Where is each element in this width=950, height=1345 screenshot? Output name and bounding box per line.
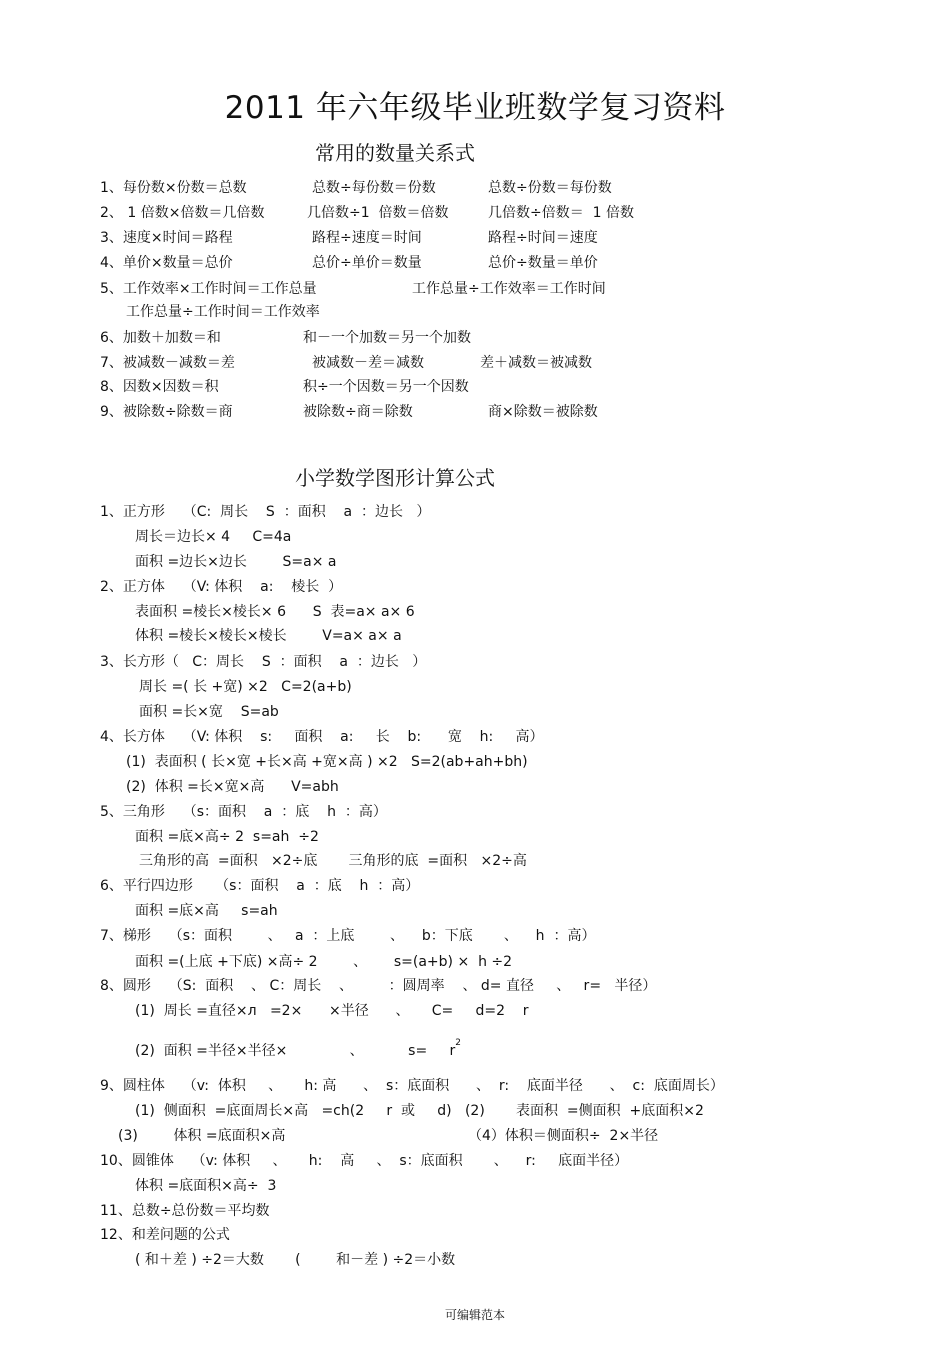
formula-line (135, 899, 278, 923)
relation-row (0, 176, 900, 200)
formula-line (126, 775, 339, 799)
relation-cell: 3、速度×时间＝路程 (100, 230, 233, 246)
formula-text: (3) 体积 =底面积×高 (118, 1128, 286, 1144)
relation-cell: 6、加数＋加数＝和 (100, 330, 221, 346)
formula-text: 5、三角形 （s：面积 a ：底 h ：高） (100, 804, 387, 820)
formula-text: (1) 侧面积 =底面周长×高 =ch(2 r 或 d) (2) 表面积 =侧面积 +底面积×2 (135, 1103, 704, 1119)
relation-cell: 总数÷份数＝每份数 (488, 180, 612, 196)
formula-text: 面积 =底×高 s=ah (135, 903, 278, 919)
formula-line (135, 1099, 704, 1123)
formula-line (100, 650, 426, 674)
relation-cell: 工作总量÷工作时间＝工作效率 (126, 304, 320, 320)
relation-cell: 总价÷数量＝单价 (488, 255, 598, 271)
relation-row (0, 201, 900, 225)
formula-line (100, 725, 543, 749)
formula-text: 面积 =长×宽 S=ab (139, 704, 279, 720)
formula-line (139, 675, 352, 699)
section-heading-formulas: 小学数学图形计算公式 (295, 466, 495, 490)
formula-text: (1) 周长 =直径×л =2× ×半径 、 C= d=2 r (135, 1003, 529, 1019)
formula-text: 3、长方形（ C：周长 S ：面积 a ：边长 ） (100, 654, 427, 670)
formula-line (135, 525, 291, 549)
formula-text: 面积 =边长×边长 S=a× a (135, 554, 337, 570)
formula-text: (2) 面积 =半径×半径× 、 s= r (135, 1043, 456, 1059)
formula-text: 6、平行四边形 （s：面积 a ：底 h ：高） (100, 878, 420, 894)
formula-line (100, 974, 656, 998)
formula-line (100, 575, 342, 599)
formula-line (135, 1038, 461, 1063)
formula-text: (1) 表面积 ( 长×宽 +长×高 +宽×高 ) ×2 S=2(ab+ah+bh) (126, 754, 528, 770)
formula-line (135, 950, 512, 974)
formula-text: （4）体积＝侧面积÷ 2×半径 (468, 1128, 659, 1144)
relation-cell: 总数÷每份数＝份数 (312, 180, 436, 196)
formula-text: ( 和＋差 ) ÷2＝大数 ( 和－差 ) ÷2＝小数 (135, 1252, 456, 1268)
formula-line (135, 1174, 276, 1198)
section-heading-relations: 常用的数量关系式 (315, 141, 475, 165)
formula-line (139, 849, 527, 873)
relation-cell: 5、工作效率×工作时间＝工作总量 (100, 281, 317, 297)
formula-line (135, 550, 336, 574)
relation-row (0, 300, 900, 324)
relation-cell: 路程÷时间＝速度 (488, 230, 598, 246)
relation-cell: 9、被除数÷除数＝商 (100, 404, 233, 420)
formula-line (100, 1223, 230, 1247)
formula-text: 7、梯形 （s：面积 、 a ：上底 、 b：下底 、 h ：高） (100, 928, 596, 944)
formula-text: 11、总数÷总份数＝平均数 (100, 1203, 270, 1219)
formula-text: 9、圆柱体 （v: 体积 、 h: 高 、 s：底面积 、 r: 底面半径 、 c: 底面周长） (100, 1078, 724, 1094)
formula-line (139, 700, 279, 724)
relation-cell: 积÷一个因数＝另一个因数 (303, 379, 469, 395)
relation-row (0, 226, 900, 250)
formula-line (100, 1149, 628, 1173)
relation-cell: 差＋减数＝被减数 (480, 355, 592, 371)
exponent: 2 (455, 1038, 461, 1048)
relation-row (0, 251, 900, 275)
formula-line (135, 624, 402, 648)
relation-cell: 7、被减数－减数＝差 (100, 355, 235, 371)
relation-row (0, 351, 900, 375)
formula-text: 1、正方形 （C: 周长 S ：面积 a ：边长 ） (100, 504, 431, 520)
formula-line (100, 1074, 724, 1098)
relation-row (0, 277, 900, 301)
formula-text: 2、正方体 （V: 体积 a: 棱长 ） (100, 579, 343, 595)
formula-text: 体积 =底面积×高÷ 3 (135, 1178, 277, 1194)
formula-line (135, 825, 319, 849)
formula-text: (2) 体积 =长×宽×高 V=abh (126, 779, 339, 795)
page-title: 2011 年六年级毕业班数学复习资料 (224, 90, 726, 126)
relation-cell: 和－一个加数＝另一个加数 (303, 330, 471, 346)
relation-cell: 1、每份数×份数＝总数 (100, 180, 247, 196)
formula-text: 12、和差问题的公式 (100, 1227, 230, 1243)
relation-cell: 被除数÷商＝除数 (303, 404, 413, 420)
relation-cell: 几倍数÷1 倍数＝倍数 (307, 205, 449, 221)
formula-text: 面积 =底×高÷ 2 s=ah ÷2 (135, 829, 319, 845)
relation-cell: 路程÷速度＝时间 (312, 230, 422, 246)
formula-line (468, 1124, 658, 1148)
footer-note: 可编辑范本 (444, 1308, 505, 1322)
relation-cell: 8、因数×因数＝积 (100, 379, 219, 395)
relation-cell: 工作总量÷工作效率＝工作时间 (412, 281, 606, 297)
relation-cell: 总价÷单价＝数量 (312, 255, 422, 271)
relation-cell: 商×除数＝被除数 (488, 404, 598, 420)
formula-text: 周长 =( 长 +宽) ×2 C=2(a+b) (139, 679, 352, 695)
formula-line (135, 999, 529, 1023)
formula-text: 4、长方体 （V: 体积 s: 面积 a: 长 b: 宽 h: 高） (100, 729, 544, 745)
formula-text: 三角形的高 =面积 ×2÷底 三角形的底 =面积 ×2÷高 (139, 853, 527, 869)
formula-text: 周长＝边长× 4 C=4a (135, 529, 292, 545)
formula-line (100, 874, 419, 898)
formula-text: 8、圆形 （S: 面积 、 C：周长 、 ：圆周率 、 d= 直径 、 r= 半径） (100, 978, 657, 994)
formula-line (126, 750, 528, 774)
relation-cell: 被减数－差＝减数 (312, 355, 424, 371)
formula-line (100, 924, 595, 948)
relation-cell: 4、单价×数量＝总价 (100, 255, 233, 271)
formula-line (100, 500, 430, 524)
formula-text: 面积 =(上底 +下底) ×高÷ 2 、 s=(a+b) × h ÷2 (135, 954, 513, 970)
formula-line (118, 1124, 285, 1148)
formula-line (135, 600, 415, 624)
relation-row (0, 326, 900, 350)
relation-row (0, 375, 900, 399)
relation-row (0, 400, 900, 424)
formula-line (135, 1248, 455, 1272)
relation-cell: 几倍数÷倍数＝ 1 倍数 (488, 205, 634, 221)
formula-text: 体积 =棱长×棱长×棱长 V=a× a× a (135, 628, 402, 644)
formula-text: 10、圆锥体 （v: 体积 、 h: 高 、 s：底面积 、 r: 底面半径） (100, 1153, 629, 1169)
formula-text: 表面积 =棱长×棱长× 6 S 表=a× a× 6 (135, 604, 415, 620)
formula-line (100, 800, 387, 824)
relation-cell: 2、 1 倍数×倍数＝几倍数 (100, 205, 265, 221)
formula-line (100, 1199, 270, 1223)
